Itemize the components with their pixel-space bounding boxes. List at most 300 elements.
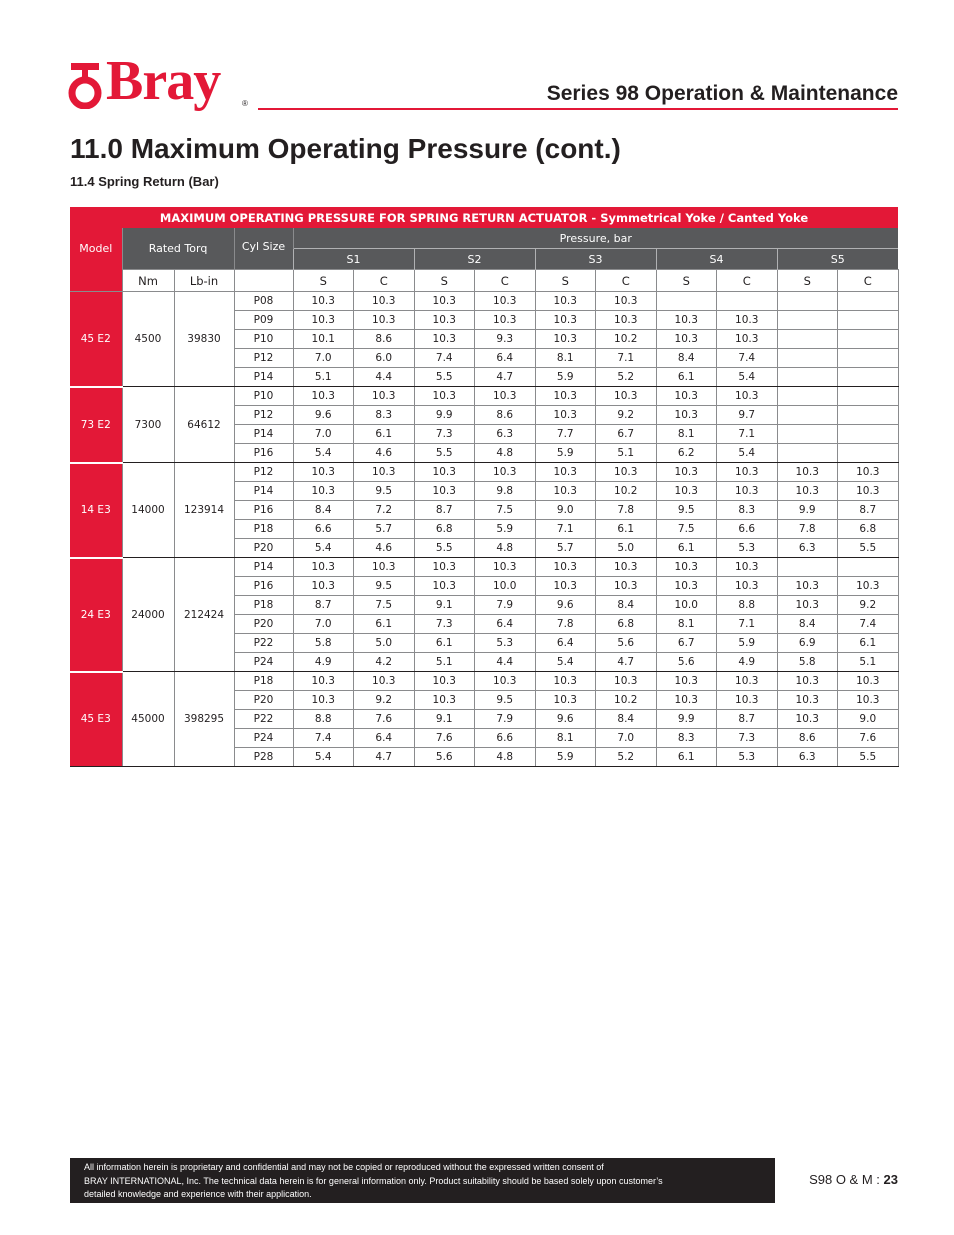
sc-header: S [414,270,475,292]
pressure-cell: 6.1 [354,425,415,444]
pressure-cell: 5.2 [596,748,657,767]
rated-torq-header: Rated Torq [122,228,234,270]
pressure-cell: 6.3 [777,748,838,767]
pressure-cell: 7.6 [838,729,899,748]
disclaimer-line: All information herein is proprietary and confidential and may not be copied or reproduced without the expressed written consent of [84,1162,604,1172]
pressure-cell: 7.0 [293,349,354,368]
pressure-cell [838,406,899,425]
pressure-cell: 10.3 [475,292,536,311]
pressure-cell: 10.3 [596,577,657,596]
bray-logo [68,50,258,113]
pressure-table [70,207,899,767]
pressure-cell [777,425,838,444]
cyl-size-cell: P28 [234,748,293,767]
pressure-cell: 6.4 [354,729,415,748]
sc-header: C [354,270,415,292]
pressure-cell [777,444,838,463]
pressure-cell: 9.2 [354,691,415,710]
pressure-cell: 7.4 [414,349,475,368]
pressure-cell: 9.9 [656,710,717,729]
pressure-cell: 7.2 [354,501,415,520]
cyl-size-cell: P08 [234,292,293,311]
pressure-cell [717,292,778,311]
cyl-size-cell: P20 [234,615,293,634]
pressure-cell: 9.1 [414,710,475,729]
unit-lbin: Lb-in [174,270,234,292]
pressure-cell: 7.4 [293,729,354,748]
sc-header: S [656,270,717,292]
model-cell: 45 E3 [70,672,122,767]
pressure-cell: 10.3 [414,558,475,577]
pressure-cell: 10.3 [777,577,838,596]
cyl-size-cell: P24 [234,729,293,748]
pressure-cell [777,406,838,425]
footer-disclaimer [70,1158,775,1203]
pressure-cell: 5.9 [535,748,596,767]
pressure-cell: 5.4 [717,368,778,387]
pressure-cell: 9.2 [596,406,657,425]
table-caption: MAXIMUM OPERATING PRESSURE FOR SPRING RETURN ACTUATOR - Symmetrical Yoke / Canted Yoke [70,207,898,228]
cyl-size-cell: P24 [234,653,293,672]
pressure-cell: 5.4 [293,444,354,463]
pressure-cell: 10.3 [535,463,596,482]
pressure-cell: 4.8 [475,539,536,558]
cyl-size-cell: P18 [234,520,293,539]
pressure-cell [838,292,899,311]
pressure-cell: 8.6 [475,406,536,425]
cyl-size-cell: P14 [234,558,293,577]
pressure-cell: 10.3 [596,463,657,482]
pressure-cell: 6.6 [475,729,536,748]
pressure-cell: 10.3 [293,292,354,311]
pressure-cell: 6.3 [777,539,838,558]
header-rule [258,108,898,110]
sc-header: S [777,270,838,292]
pressure-cell: 7.1 [717,615,778,634]
cyl-size-cell: P10 [234,330,293,349]
disclaimer-line: detailed knowledge and experience with their application. [84,1189,312,1199]
pressure-cell: 5.3 [717,539,778,558]
spring-header: S5 [777,249,898,270]
pressure-cell: 7.6 [414,729,475,748]
pressure-cell: 7.0 [293,615,354,634]
section-subtitle: 11.4 Spring Return (Bar) [70,174,219,189]
pressure-cell: 10.3 [717,691,778,710]
pressure-cell: 10.3 [777,596,838,615]
pressure-cell [838,311,899,330]
spring-header: S2 [414,249,535,270]
pressure-cell: 4.7 [596,653,657,672]
unit-blank [234,270,293,292]
torque-lbin-cell: 39830 [174,292,234,387]
pressure-cell: 4.9 [293,653,354,672]
pressure-cell: 7.7 [535,425,596,444]
pressure-cell: 10.0 [475,577,536,596]
series-title: Series 98 Operation & Maintenance [546,82,898,105]
pressure-cell: 5.5 [414,444,475,463]
pressure-cell: 10.3 [293,387,354,406]
pressure-cell [777,292,838,311]
pressure-cell: 10.3 [838,577,899,596]
model-cell: 73 E2 [70,387,122,463]
pressure-cell: 7.1 [717,425,778,444]
torque-lbin-cell: 398295 [174,672,234,767]
pressure-cell: 7.3 [717,729,778,748]
pressure-cell: 10.3 [293,691,354,710]
pressure-cell [777,558,838,577]
pressure-cell: 10.3 [717,311,778,330]
table-row [70,387,898,406]
pressure-cell: 6.1 [414,634,475,653]
pressure-cell: 8.4 [293,501,354,520]
pressure-cell: 7.6 [354,710,415,729]
pressure-cell: 9.2 [838,596,899,615]
pressure-cell: 9.0 [535,501,596,520]
cyl-size-cell: P14 [234,425,293,444]
pressure-cell: 10.3 [354,292,415,311]
pressure-cell: 10.3 [838,691,899,710]
pressure-cell: 10.3 [838,672,899,691]
pressure-cell: 10.3 [293,672,354,691]
pressure-cell: 9.6 [535,710,596,729]
pressure-cell: 7.3 [414,615,475,634]
pressure-cell: 10.3 [354,387,415,406]
cyl-size-cell: P16 [234,501,293,520]
pressure-cell: 10.1 [293,330,354,349]
pressure-cell: 5.0 [354,634,415,653]
pressure-cell: 7.9 [475,596,536,615]
pressure-cell: 9.6 [535,596,596,615]
pressure-cell: 10.3 [838,482,899,501]
pressure-cell: 7.1 [596,349,657,368]
pressure-cell: 8.1 [656,615,717,634]
pressure-cell: 10.3 [293,558,354,577]
pressure-cell: 5.8 [293,634,354,653]
pressure-cell: 8.3 [354,406,415,425]
pressure-cell: 7.8 [535,615,596,634]
pressure-cell: 5.3 [475,634,536,653]
pressure-cell: 10.3 [535,558,596,577]
pressure-cell: 10.3 [354,463,415,482]
spring-header: S3 [535,249,656,270]
pressure-cell: 10.3 [777,691,838,710]
pressure-cell: 8.6 [777,729,838,748]
pressure-cell: 7.0 [596,729,657,748]
pressure-cell: 7.3 [414,425,475,444]
pressure-cell: 5.9 [535,368,596,387]
pressure-cell: 5.4 [717,444,778,463]
pressure-cell: 8.1 [535,349,596,368]
pressure-cell: 10.3 [777,710,838,729]
spring-header: S1 [293,249,414,270]
table-row [70,463,898,482]
pressure-cell: 10.3 [293,311,354,330]
pressure-cell: 5.5 [414,539,475,558]
pressure-cell: 5.5 [838,748,899,767]
pressure-cell: 7.5 [656,520,717,539]
page-label: S98 O & M : [809,1172,880,1187]
pressure-cell: 7.4 [717,349,778,368]
pressure-cell: 5.3 [717,748,778,767]
pressure-cell: 5.7 [535,539,596,558]
pressure-cell: 10.3 [717,482,778,501]
table-body [70,292,898,767]
cyl-size-cell: P20 [234,691,293,710]
pressure-cell: 10.3 [838,463,899,482]
pressure-cell: 6.8 [596,615,657,634]
pressure-cell [777,311,838,330]
pressure-cell: 10.3 [475,311,536,330]
cyl-size-cell: P14 [234,482,293,501]
cyl-size-cell: P14 [234,368,293,387]
bray-wordmark: Bray [106,50,221,112]
pressure-cell: 4.4 [475,653,536,672]
pressure-cell: 10.3 [475,672,536,691]
pressure-cell: 9.0 [838,710,899,729]
pressure-cell: 10.3 [475,558,536,577]
pressure-cell: 4.6 [354,539,415,558]
pressure-cell: 8.1 [656,425,717,444]
cyl-size-cell: P22 [234,710,293,729]
pressure-cell: 10.3 [535,691,596,710]
table-row [70,292,898,311]
pressure-cell: 6.4 [475,349,536,368]
pressure-cell: 10.3 [596,311,657,330]
torque-nm-cell: 14000 [122,463,174,558]
pressure-cell: 10.3 [656,406,717,425]
pressure-cell [838,368,899,387]
pressure-cell: 5.1 [293,368,354,387]
pressure-cell [838,387,899,406]
cyl-size-cell: P16 [234,577,293,596]
page-title: 11.0 Maximum Operating Pressure (cont.) [70,133,621,164]
pressure-cell: 10.3 [777,672,838,691]
pressure-cell: 10.3 [535,577,596,596]
pressure-cell: 8.7 [293,596,354,615]
pressure-cell: 6.7 [656,634,717,653]
pressure-cell: 8.7 [414,501,475,520]
pressure-cell: 8.8 [293,710,354,729]
pressure-cell: 5.6 [414,748,475,767]
pressure-cell: 10.3 [535,387,596,406]
cyl-size-cell: P12 [234,463,293,482]
pressure-cell: 4.8 [475,444,536,463]
pressure-cell: 5.5 [838,539,899,558]
pressure-cell: 9.9 [414,406,475,425]
spring-header: S4 [656,249,777,270]
pressure-cell: 7.9 [475,710,536,729]
pressure-cell: 7.5 [475,501,536,520]
pressure-cell: 5.4 [535,653,596,672]
pressure-cell: 5.9 [717,634,778,653]
pressure-cell: 9.1 [414,596,475,615]
pressure-cell: 6.7 [596,425,657,444]
pressure-header: Pressure, bar [293,228,898,249]
pressure-cell: 4.7 [475,368,536,387]
torque-lbin-cell: 123914 [174,463,234,558]
pressure-cell: 10.3 [414,672,475,691]
disclaimer-line: BRAY INTERNATIONAL, Inc. The technical data herein is for general information only. Product suitability should be based solely upon customer’s [84,1175,663,1186]
pressure-cell: 10.3 [414,463,475,482]
pressure-cell: 10.3 [414,292,475,311]
pressure-cell: 8.1 [535,729,596,748]
pressure-cell: 4.2 [354,653,415,672]
page-number [809,1172,898,1187]
cyl-size-cell: P09 [234,311,293,330]
pressure-cell: 9.5 [354,482,415,501]
pressure-cell: 6.4 [475,615,536,634]
torque-nm-cell: 4500 [122,292,174,387]
pressure-cell: 10.3 [535,311,596,330]
torque-nm-cell: 45000 [122,672,174,767]
pressure-cell: 10.3 [656,463,717,482]
pressure-cell [777,349,838,368]
pressure-cell: 10.0 [656,596,717,615]
pressure-cell: 9.9 [777,501,838,520]
pressure-cell: 6.1 [656,368,717,387]
pressure-cell: 4.9 [717,653,778,672]
pressure-cell: 10.3 [354,672,415,691]
cyl-size-cell: P12 [234,406,293,425]
pressure-cell: 10.3 [717,330,778,349]
pressure-cell: 10.3 [596,292,657,311]
pressure-cell: 4.8 [475,748,536,767]
pressure-cell: 10.3 [656,558,717,577]
pressure-cell [838,444,899,463]
pressure-cell: 5.8 [777,653,838,672]
pressure-cell: 10.3 [535,406,596,425]
pressure-cell: 10.3 [717,577,778,596]
torque-lbin-cell: 64612 [174,387,234,463]
pressure-cell: 10.3 [717,558,778,577]
cyl-size-cell: P12 [234,349,293,368]
pressure-cell: 10.3 [414,691,475,710]
pressure-cell: 8.4 [777,615,838,634]
torque-nm-cell: 7300 [122,387,174,463]
page-number-value: 23 [883,1172,898,1187]
pressure-cell: 5.1 [838,653,899,672]
pressure-cell [777,330,838,349]
pressure-cell [656,292,717,311]
pressure-cell: 4.7 [354,748,415,767]
pressure-cell: 10.3 [656,330,717,349]
pressure-cell: 7.5 [354,596,415,615]
pressure-cell: 10.3 [475,463,536,482]
pressure-cell: 9.5 [656,501,717,520]
model-spacer [70,270,122,292]
pressure-cell: 8.8 [717,596,778,615]
pressure-cell: 8.6 [354,330,415,349]
pressure-cell: 10.3 [656,387,717,406]
pressure-cell: 8.7 [717,710,778,729]
pressure-cell: 6.1 [838,634,899,653]
pressure-cell: 7.0 [293,425,354,444]
pressure-cell [838,558,899,577]
pressure-cell: 8.7 [838,501,899,520]
pressure-cell: 8.3 [656,729,717,748]
sc-header: C [596,270,657,292]
pressure-cell: 10.3 [414,387,475,406]
pressure-cell: 7.1 [535,520,596,539]
pressure-cell: 10.3 [475,387,536,406]
pressure-cell [838,425,899,444]
pressure-cell: 5.6 [596,634,657,653]
pressure-cell: 10.3 [656,311,717,330]
pressure-cell: 6.2 [656,444,717,463]
pressure-cell: 6.9 [777,634,838,653]
cyl-size-cell: P22 [234,634,293,653]
pressure-cell: 10.3 [535,482,596,501]
pressure-cell: 10.3 [777,463,838,482]
model-cell: 24 E3 [70,558,122,672]
pressure-cell: 10.3 [777,482,838,501]
pressure-cell: 10.3 [293,577,354,596]
unit-row [70,270,898,292]
pressure-cell: 8.4 [656,349,717,368]
pressure-cell: 10.3 [596,387,657,406]
pressure-cell: 5.2 [596,368,657,387]
pressure-cell: 7.8 [777,520,838,539]
registered-mark: ® [242,99,248,108]
pressure-cell: 9.8 [475,482,536,501]
pressure-cell: 6.3 [475,425,536,444]
pressure-cell: 10.2 [596,482,657,501]
model-cell: 14 E3 [70,463,122,558]
pressure-cell: 7.4 [838,615,899,634]
pressure-cell: 10.3 [596,558,657,577]
pressure-cell: 10.3 [656,577,717,596]
pressure-cell: 10.3 [535,672,596,691]
pressure-cell: 10.3 [535,330,596,349]
pressure-cell: 8.3 [717,501,778,520]
pressure-cell: 5.7 [354,520,415,539]
unit-nm: Nm [122,270,174,292]
model-header: Model [70,228,122,270]
pressure-cell: 10.3 [414,577,475,596]
pressure-cell: 10.3 [717,463,778,482]
pressure-cell: 9.5 [354,577,415,596]
pressure-cell: 5.6 [656,653,717,672]
pressure-cell: 7.8 [596,501,657,520]
pressure-cell: 5.5 [414,368,475,387]
pressure-cell: 8.4 [596,710,657,729]
pressure-cell: 10.3 [293,482,354,501]
sc-header: C [838,270,899,292]
pressure-cell: 10.3 [535,292,596,311]
table-row [70,558,898,577]
pressure-cell: 6.8 [838,520,899,539]
pressure-cell: 6.1 [656,748,717,767]
pressure-cell: 6.1 [596,520,657,539]
pressure-cell: 8.4 [596,596,657,615]
torque-nm-cell: 24000 [122,558,174,672]
pressure-cell: 10.3 [414,311,475,330]
pressure-cell: 6.1 [656,539,717,558]
cyl-size-cell: P18 [234,596,293,615]
pressure-cell: 10.3 [414,330,475,349]
cyl-size-cell: P16 [234,444,293,463]
pressure-cell: 5.0 [596,539,657,558]
pressure-cell: 10.3 [717,672,778,691]
torque-lbin-cell: 212424 [174,558,234,672]
pressure-cell: 10.3 [717,387,778,406]
pressure-cell [838,349,899,368]
pressure-cell: 9.3 [475,330,536,349]
pressure-cell: 6.4 [535,634,596,653]
pressure-cell: 5.1 [596,444,657,463]
pressure-cell: 6.1 [354,615,415,634]
pressure-cell: 4.6 [354,444,415,463]
